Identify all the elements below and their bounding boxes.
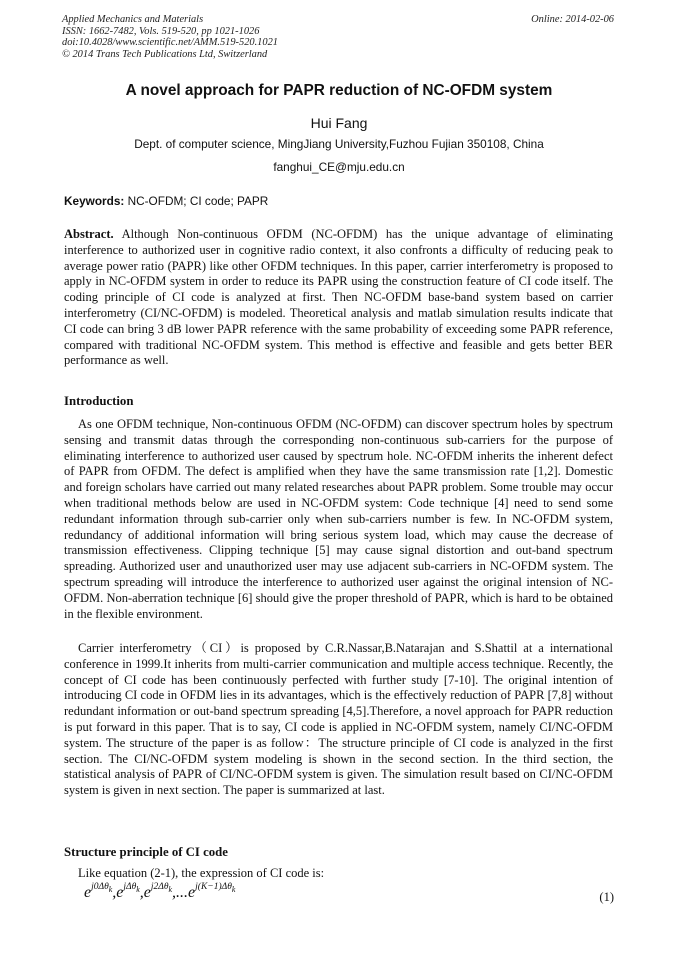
journal-header (62, 14, 614, 60)
introduction-heading: Introduction (64, 394, 134, 408)
abstract-text: Although Non-continuous OFDM (NC-OFDM) has the unique advantage of eliminating interference to authorized user in cognitive radio context, it also confronts a difficulty of reducing peak to average power ratio (PAPR) like other OFDM techniques. In this paper, carrier interferometry is proposed to apply in NC-OFDM system in order to reduce its PAPR using the construction feature of CI code itself. The coding principle of CI code is analyzed at first. Then NC-OFDM base-band system based on carrier interferometry (CI/NC-OFDM) is modeled. Theoretical analysis and matlab simulation results indicate that CI code can bring 3 dB lower PAPR reference with the same probability of exceeding some PAPR reference, compared with traditional NC-OFDM system. This method is effective and feasible and gets better BER performance as well. (64, 227, 613, 368)
introduction-paragraph-2: Carrier interferometry（CI）is proposed by C.R.Nassar,B.Natarajan and S.Shattil at a international conference in 1999.It inherits from multi-carrier communication and multiple access technique. Recently, the concept of CI code has been continuously perfected with further study [7-10]. The original intention of introducing CI code in OFDM lies in its advantages, which is the effectively reduction of PAPR [7,8] without redundant information or out-band spectrum spreading [4,5].Therefore, a novel approach for PAPR reduction is put forward in this paper. That is to say, CI code is applied in NC-OFDM system, namely CI/NC-OFDM system. The structure of the paper is as follow：The structure principle of CI code is analyzed in the first section. The CI/NC-OFDM system modeling is shown in the second section. In the third section, the statistical analysis of PAPR of CI/NC-OFDM system is given. The simulation result based on CI/NC-OFDM system is given in next section. The paper is summarized at last. (64, 641, 613, 798)
doi-line: doi:10.4028/www.scientific.net/AMM.519-520.1021 (62, 37, 278, 49)
ci-intro-line: Like equation (2-1), the expression of CI code is: (78, 866, 325, 880)
online-date: Online: 2014-02-06 (531, 14, 614, 25)
paper-title: A novel approach for PAPR reduction of NC-OFDM system (125, 82, 553, 99)
keywords-text: NC-OFDM; CI code; PAPR (124, 194, 269, 208)
abstract-paragraph (64, 227, 613, 369)
journal-name: Applied Mechanics and Materials (62, 14, 204, 25)
ci-code-equation: $e^{j0\Delta\theta_k},e^{j\Delta\theta_k},e^{j2\Delta\theta_k},...e^{j(K-1)\Delta\theta_k}$ (84, 882, 236, 901)
author-name: Hui Fang (310, 115, 368, 131)
abstract-label: Abstract. (64, 227, 114, 241)
keywords-line (64, 194, 268, 208)
introduction-paragraph-1: As one OFDM technique, Non-continuous OFDM (NC-OFDM) can discover spectrum holes by spectrum sensing and transmit datas through the corresponding non-continuous sub-carriers for the purpose of eliminating interference to authorized user caused by spectrum hole. NC-OFDM inherits the inherent defect of PAPR from OFDM. The defect is amplified when they have the same transmission rate [1,2]. Domestic and foreign scholars have carried out many related researches about PAPR problem. Some trouble may occur when traditional methods below are used in NC-OFDM system: Code technique [4] need to send some redundant information through sub-carrier only when sub-carriers number is few. In NC-OFDM system, redundancy of additional information will bring serious system load, which may cause the decrease of transmission effectiveness. Clipping technique [5] may cause signal distortion and out-band spectrum spreading. Authorized user and unauthorized user may use adjacent sub-carriers in NC-OFDM system. The spectrum spreading will introduce the interference to authorized user against the original intension of NC-OFDM. Non-aberration technique [6] should give the proper threshold of PAPR, which is hard to be obtained in the flexible environment. (64, 417, 613, 621)
equation-number: (1) (599, 890, 614, 904)
keywords-label: Keywords: (64, 194, 125, 208)
copyright-line: © 2014 Trans Tech Publications Ltd, Switzerland (62, 48, 268, 60)
ci-section-heading: Structure principle of CI code (64, 845, 228, 859)
author-affiliation: Dept. of computer science, MingJiang University,Fuzhou Fujian 350108, China (134, 137, 544, 151)
issn-line: ISSN: 1662-7482, Vols. 519-520, pp 1021-1026 (62, 25, 260, 37)
author-email: fanghui_CE@mju.edu.cn (273, 160, 405, 174)
